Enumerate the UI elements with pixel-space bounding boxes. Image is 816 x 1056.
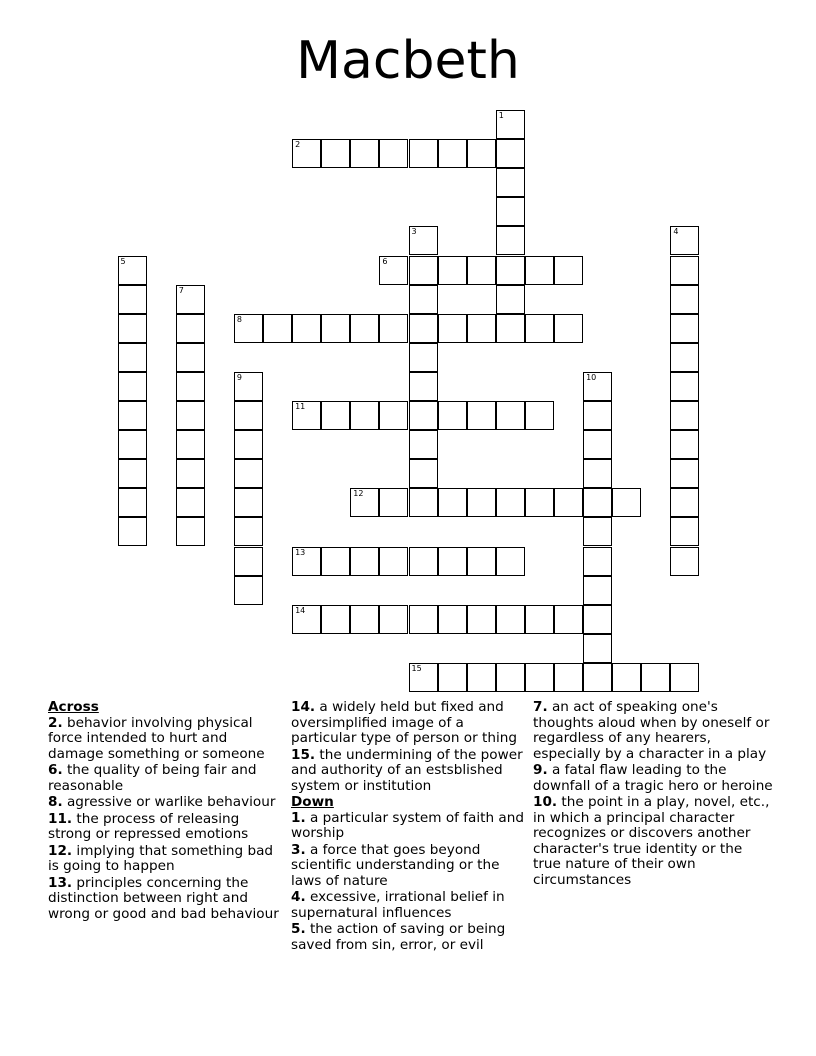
grid-cell[interactable]: [409, 430, 438, 459]
grid-cell[interactable]: [670, 372, 699, 401]
clue-down-5: 5. the action of saving or being saved from sin, error, or evil: [291, 921, 506, 953]
clue-number: 1: [498, 111, 504, 120]
grid-cell[interactable]: [467, 605, 496, 634]
clue-across-14: 14. a widely held but fixed and oversimplified image of a particular type of person or thing: [291, 699, 517, 746]
grid-cell[interactable]: [583, 488, 612, 517]
grid-cell[interactable]: [583, 547, 612, 576]
clue-number: 8: [236, 314, 242, 324]
grid-cell[interactable]: [292, 401, 321, 430]
grid-cell[interactable]: [176, 430, 205, 459]
grid-cell[interactable]: [409, 285, 438, 314]
grid-cell[interactable]: [670, 256, 699, 285]
grid-cell[interactable]: [234, 372, 263, 401]
clue-down-7: 7. an act of speaking one's thoughts aloud when by oneself or regardless of any hearers, especially by a character in a play: [533, 699, 770, 762]
puzzle-title: Macbeth: [296, 31, 520, 91]
grid-cell[interactable]: [496, 256, 525, 285]
grid-cell[interactable]: [350, 605, 379, 634]
down-heading: Down: [291, 794, 334, 810]
grid-cell[interactable]: [583, 459, 612, 488]
grid-cell[interactable]: [118, 517, 147, 546]
grid-cell[interactable]: [350, 314, 379, 343]
grid-cell[interactable]: [583, 576, 612, 605]
grid-cell[interactable]: [350, 401, 379, 430]
grid-cell[interactable]: [118, 430, 147, 459]
grid-cell[interactable]: [583, 634, 612, 663]
grid-cell[interactable]: [496, 547, 525, 576]
grid-cell[interactable]: [118, 314, 147, 343]
grid-cell[interactable]: [409, 256, 438, 285]
grid-cell[interactable]: [118, 285, 147, 314]
grid-cell[interactable]: [583, 663, 612, 692]
clue-number: 4: [673, 227, 679, 237]
grid-cell[interactable]: [379, 605, 408, 634]
grid-cell[interactable]: [118, 488, 147, 517]
grid-cell[interactable]: [292, 139, 321, 168]
grid-cell[interactable]: [379, 488, 408, 517]
clue-number: 7: [178, 285, 184, 295]
grid-cell[interactable]: [379, 139, 408, 168]
grid-cell[interactable]: [409, 605, 438, 634]
grid-cell[interactable]: [525, 401, 554, 430]
grid-cell[interactable]: [176, 459, 205, 488]
grid-cell[interactable]: [409, 226, 438, 255]
clue-across-15: 15. the undermining of the power and authority of an estsblished system or institution: [291, 746, 523, 794]
clue-across-11: 11. the process of releasing strong or repressed emotions: [48, 810, 249, 842]
grid-cell[interactable]: [118, 343, 147, 372]
grid-cell[interactable]: [525, 605, 554, 634]
grid-cell[interactable]: [379, 547, 408, 576]
clue-down-3: 3. a force that goes beyond scientific understanding or the laws of nature: [291, 841, 500, 889]
clue-column-1: [48, 700, 284, 923]
grid-cell[interactable]: [234, 401, 263, 430]
grid-cell[interactable]: [670, 547, 699, 576]
grid-cell[interactable]: [670, 343, 699, 372]
grid-cell[interactable]: [496, 401, 525, 430]
grid-cell[interactable]: [583, 517, 612, 546]
grid-cell[interactable]: [321, 547, 350, 576]
grid-cell[interactable]: [525, 314, 554, 343]
grid-cell[interactable]: [438, 488, 467, 517]
grid-cell[interactable]: [234, 547, 263, 576]
grid-cell[interactable]: [525, 663, 554, 692]
grid-cell[interactable]: [496, 314, 525, 343]
grid-cell[interactable]: [292, 314, 321, 343]
grid-cell[interactable]: [409, 343, 438, 372]
grid-cell[interactable]: [670, 663, 699, 692]
grid-cell[interactable]: [234, 430, 263, 459]
grid-cell[interactable]: [234, 459, 263, 488]
grid-cell[interactable]: [496, 226, 525, 255]
grid-cell[interactable]: [176, 488, 205, 517]
grid-cell[interactable]: [583, 430, 612, 459]
grid-cell[interactable]: [467, 547, 496, 576]
grid-cell[interactable]: [467, 488, 496, 517]
grid-cell[interactable]: [438, 547, 467, 576]
clue-number: 6: [382, 256, 388, 266]
grid-cell[interactable]: [583, 605, 612, 634]
clue-across-13: 13. principles concerning the distinction between right and wrong or good and bad behaviour: [48, 874, 279, 922]
grid-cell[interactable]: [409, 314, 438, 343]
grid-cell[interactable]: [263, 314, 292, 343]
grid-cell[interactable]: [409, 663, 438, 692]
grid-cell[interactable]: [496, 488, 525, 517]
grid-cell[interactable]: [583, 372, 612, 401]
clue-down-10: 10. the point in a play, novel, etc., in which a principal character recognizes or discovers another character's true identity or the true nature of their own circumstances: [533, 794, 770, 888]
grid-cell[interactable]: [496, 139, 525, 168]
grid-cell[interactable]: [176, 401, 205, 430]
grid-cell[interactable]: [409, 547, 438, 576]
grid-cell[interactable]: [554, 663, 583, 692]
grid-cell[interactable]: [321, 314, 350, 343]
grid-cell[interactable]: [350, 488, 379, 517]
grid-cell[interactable]: [467, 663, 496, 692]
grid-cell[interactable]: [321, 401, 350, 430]
grid-cell[interactable]: [496, 110, 525, 139]
grid-cell[interactable]: [496, 168, 525, 197]
clue-column-2: [291, 700, 527, 954]
grid-cell[interactable]: [612, 663, 641, 692]
grid-cell[interactable]: [496, 285, 525, 314]
grid-cell[interactable]: [467, 139, 496, 168]
grid-cell[interactable]: [670, 430, 699, 459]
clue-number: 2: [295, 140, 301, 150]
grid-cell[interactable]: [292, 605, 321, 634]
grid-cell[interactable]: [496, 197, 525, 226]
clue-across-8: 8. agressive or warlike behaviour: [48, 794, 276, 810]
grid-cell[interactable]: [641, 663, 670, 692]
grid-cell[interactable]: [670, 459, 699, 488]
clue-down-1: 1. a particular system of faith and worship: [291, 809, 524, 841]
grid-cell[interactable]: [234, 314, 263, 343]
grid-cell[interactable]: [409, 459, 438, 488]
grid-cell[interactable]: [292, 547, 321, 576]
clue-number: 10: [586, 372, 597, 382]
grid-cell[interactable]: [670, 314, 699, 343]
grid-cell[interactable]: [438, 314, 467, 343]
grid-cell[interactable]: [525, 256, 554, 285]
grid-cell[interactable]: [670, 401, 699, 430]
clue-number: 15: [411, 663, 422, 673]
clue-number: 12: [353, 489, 364, 499]
clue-number: 5: [120, 256, 126, 266]
grid-cell[interactable]: [496, 605, 525, 634]
grid-cell[interactable]: [438, 139, 467, 168]
clue-across-2: 2. behavior involving physical force intended to hurt and damage something or someone: [48, 714, 265, 762]
grid-cell[interactable]: [118, 401, 147, 430]
grid-cell[interactable]: [350, 139, 379, 168]
grid-cell[interactable]: [525, 488, 554, 517]
clue-column-3: [533, 700, 773, 889]
grid-cell[interactable]: [612, 488, 641, 517]
grid-cell[interactable]: [379, 314, 408, 343]
clue-across-6: 6. the quality of being fair and reasonable: [48, 762, 257, 794]
grid-cell[interactable]: [379, 256, 408, 285]
clue-down-9: 9. a fatal flaw leading to the downfall of a tragic hero or heroine: [533, 762, 773, 794]
grid-cell[interactable]: [583, 401, 612, 430]
grid-cell[interactable]: [554, 605, 583, 634]
grid-cell[interactable]: [409, 401, 438, 430]
grid-cell[interactable]: [234, 576, 263, 605]
grid-cell[interactable]: [467, 256, 496, 285]
grid-cell[interactable]: [118, 459, 147, 488]
grid-cell[interactable]: [438, 663, 467, 692]
grid-cell[interactable]: [176, 372, 205, 401]
grid-cell[interactable]: [176, 343, 205, 372]
clue-number: 9: [236, 372, 242, 382]
grid-cell[interactable]: [379, 401, 408, 430]
grid-cell[interactable]: [321, 605, 350, 634]
grid-cell[interactable]: [554, 314, 583, 343]
clue-number: 11: [295, 402, 306, 411]
grid-cell[interactable]: [670, 488, 699, 517]
grid-cell[interactable]: [670, 226, 699, 255]
grid-cell[interactable]: [496, 663, 525, 692]
grid-cell[interactable]: [409, 488, 438, 517]
grid-cell[interactable]: [438, 401, 467, 430]
grid-cell[interactable]: [467, 401, 496, 430]
grid-cell[interactable]: [554, 488, 583, 517]
grid-cell[interactable]: [118, 372, 147, 401]
grid-cell[interactable]: [467, 314, 496, 343]
clue-number: 14: [295, 605, 306, 615]
clue-number: 3: [411, 227, 417, 237]
grid-cell[interactable]: [118, 256, 147, 285]
grid-cell[interactable]: [409, 139, 438, 168]
clue-number: 13: [295, 547, 306, 557]
grid-cell[interactable]: [234, 517, 263, 546]
grid-cell[interactable]: [554, 256, 583, 285]
grid-cell[interactable]: [670, 517, 699, 546]
grid-cell[interactable]: [438, 256, 467, 285]
grid-cell[interactable]: [409, 372, 438, 401]
grid-cell[interactable]: [350, 547, 379, 576]
grid-cell[interactable]: [234, 488, 263, 517]
grid-cell[interactable]: [438, 605, 467, 634]
grid-cell[interactable]: [176, 517, 205, 546]
clue-across-12: 12. implying that something bad is going to happen: [48, 842, 274, 874]
grid-cell[interactable]: [176, 285, 205, 314]
grid-cell[interactable]: [321, 139, 350, 168]
across-heading: Across: [48, 699, 99, 715]
grid-cell[interactable]: [176, 314, 205, 343]
clue-down-4: 4. excessive, irrational belief in supernatural influences: [291, 889, 505, 921]
grid-cell[interactable]: [670, 285, 699, 314]
